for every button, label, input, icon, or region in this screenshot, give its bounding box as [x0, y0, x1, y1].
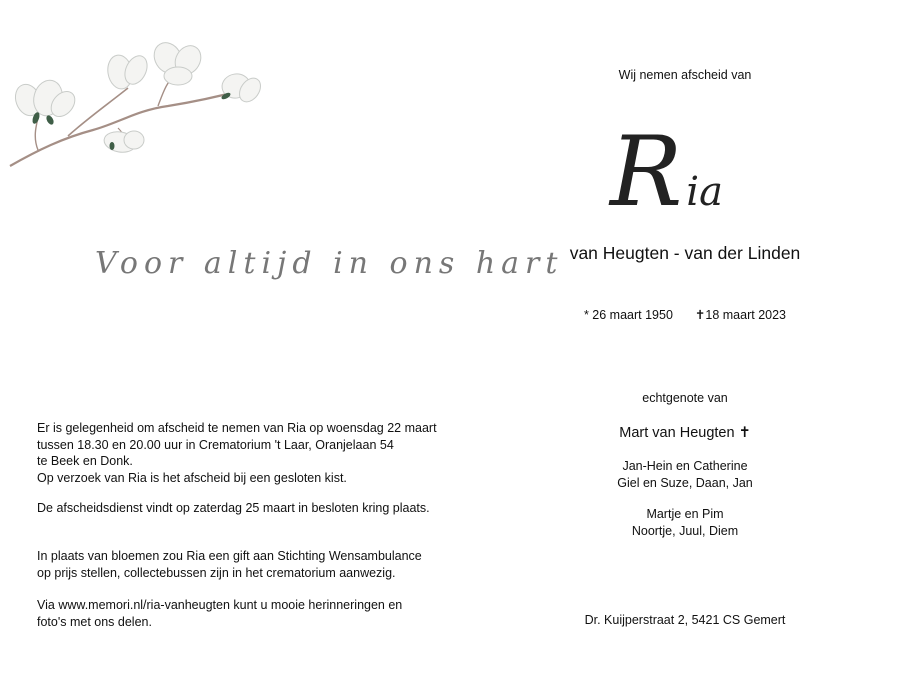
- text-line: op prijs stellen, collectebussen zijn in het crematorium aanwezig.: [37, 565, 396, 580]
- memori-paragraph: [37, 597, 457, 630]
- text-line: tussen 18.30 en 20.00 uur in Crematorium 't Laar, Oranjelaan 54: [37, 437, 394, 452]
- family-line: Jan-Hein en Catherine: [622, 459, 748, 473]
- donation-paragraph: [37, 548, 457, 581]
- text-line: In plaats van bloemen zou Ria een gift aan Stichting Wensambulance: [37, 549, 422, 563]
- family-line: Noortje, Juul, Diem: [631, 523, 739, 538]
- text-line: foto's met ons delen.: [37, 614, 152, 629]
- address: Dr. Kuijperstraat 2, 5421 CS Gemert: [584, 613, 786, 627]
- text-line: Via www.memori.nl/ria-vanheugten kunt u mooie herinneringen en: [37, 598, 403, 612]
- surname: van Heugten - van der Linden: [569, 243, 801, 263]
- death-date: ✝18 maart 2023: [694, 308, 787, 322]
- spouse-name: Mart van Heugten ✝: [619, 425, 751, 441]
- family-line: Giel en Suze, Daan, Jan: [617, 475, 753, 490]
- magnolia-branch-icon: [8, 38, 270, 178]
- birth-date: * 26 maart 1950: [583, 308, 673, 322]
- first-name-script: [600, 110, 770, 230]
- text-line: te Beek en Donk.: [37, 454, 133, 468]
- intro-text: Wij nemen afscheid van: [618, 68, 752, 82]
- spouse-label: echtgenote van: [642, 391, 728, 405]
- family-line: Martje en Pim: [646, 507, 724, 521]
- viewing-info-paragraph: [37, 420, 457, 486]
- first-name-initial: R: [610, 116, 683, 228]
- family-group-1: [535, 458, 835, 491]
- motto-script: [85, 228, 564, 348]
- service-info-paragraph: De afscheidsdienst vindt op zaterdag 25 maart in besloten kring plaats.: [37, 501, 430, 515]
- text-line: Er is gelegenheid om afscheid te nemen van Ria op woensdag 22 maart: [37, 421, 437, 435]
- first-name-rest: ia: [686, 169, 723, 215]
- first-name-text: [608, 116, 723, 228]
- motto-text: Voor altijd in ons hart: [95, 246, 564, 281]
- life-dates: [535, 307, 835, 322]
- family-group-2: [535, 506, 835, 539]
- text-line: Op verzoek van Ria is het afscheid bij een gesloten kist.: [37, 470, 347, 485]
